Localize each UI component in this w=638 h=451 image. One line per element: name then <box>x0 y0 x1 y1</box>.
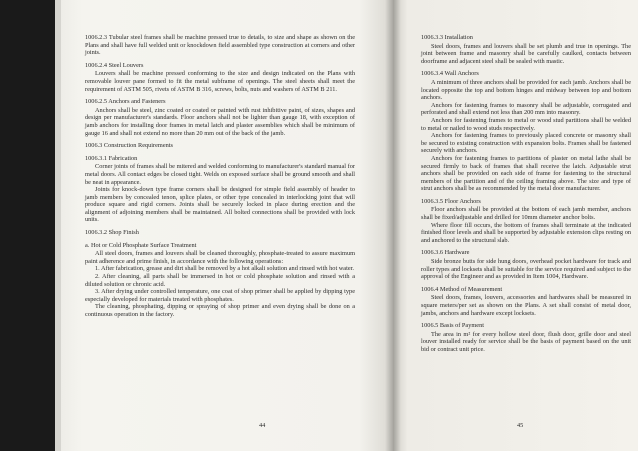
right-page <box>393 0 638 451</box>
paragraph: 3. After drying under controlled temperature, one coat of shop primer shall be applied by dipping type especially developed for materials treated with phosphates. <box>85 288 355 303</box>
section-heading: 1006.2.5 Anchors and Fasteners <box>85 98 166 106</box>
section-heading: 1006.3.5 Floor Anchors <box>421 197 481 205</box>
paragraph: 1. After fabrication, grease and dirt shall be removed by a hot alkali solution and rinsed with hot water. <box>95 265 354 273</box>
paragraph: All steel doors, frames and louvers shall be cleaned thoroughly, phosphate-treated to assure maximum paint adherence and prime finish, in accordance with the following operations: <box>85 250 355 265</box>
paragraph: Anchors for fastening frames to partitions of plaster on metal lathe shall be secured firmly to back of frames that shall receive the latch. Adjustable strut anchors shall be provided on each side of frame for fastening to the structural members of the partition and of the ceiling framing above. The size and type of strut anchors shall be as recommended by the metal door manufacturer. <box>421 154 631 193</box>
paragraph: Steel doors, frames, louvers, accessories and hardwares shall be measured in square meters/per set as shown on the Plans. A set shall consist of metal door, jambs, anchors and hardware except locksets. <box>421 294 631 317</box>
paragraph: Steel doors, frames and louvers shall be set plumb and true in openings. The joint between frame and masonry shall be carefully caulked, contacts between doorframe and adjacent steel shall be sealed with mastic. <box>421 42 631 65</box>
left-page-number: 44 <box>259 422 266 429</box>
section-heading: a. Hot or Cold Phosphate Surface Treatment <box>85 241 197 249</box>
paragraph: Anchors for fastening frames to previously placed concrete or masonry shall be secured to existing construction with expansion bolts. Frames shall be fastened securely with anchors. <box>421 132 631 155</box>
page-edge <box>55 0 61 451</box>
section-heading: 1006.3 Construction Requirements <box>85 142 173 150</box>
paragraph: 1006.2.3 Tubular steel frames shall be machine pressed true to details, to size and shape as shown on the Plans and shall have full welded unit or knockdown field assembled type construction at corners and other joints. <box>85 34 355 57</box>
paragraph: The cleaning, phosphating, dipping or spraying of shop primer and even drying shall be done on a continuous operation in the factory. <box>85 303 355 318</box>
right-page-text <box>421 34 631 354</box>
book-spread <box>55 0 638 451</box>
paragraph: Corner joints of frames shall be mitered and welded conforming to manufacturer's standard manual for metal doors. All contact edges be closed tight. Welds on exposed surface shall be ground smooth and shall be neat in appearance. <box>85 163 355 186</box>
paragraph: Floor anchors shall be provided at the bottom of each jamb member, anchors shall be fixed/adjustable and drilled for 10mm diameter anchor bolts. <box>421 206 631 222</box>
paragraph: A minimum of three anchors shall be provided for each jamb. Anchors shall be located opposite the top and bottom hinges and midway between top and bottom anchors. <box>421 78 631 102</box>
paragraph: Anchors for fastening frames to metal or wood stud partitions shall be welded to metal or nailed to wood studs respectively. <box>421 116 631 132</box>
section-heading: 1006.4 Method of Measurement <box>421 285 503 293</box>
paragraph: Anchors for fastening frames to masonry shall be adjustable, corrugated and perforated and shall extend not less than 200 mm into masonry. <box>421 101 631 117</box>
paragraph: Louvers shall be machine pressed conforming to the size and design indicated on the Plans with removable louver pane formed to fit the metal subframe of openings. The steel sheets shall meet the requirement of ASTM 505, rivets of ASTM B 316, screws, bolts, nuts and washers of ASTM B 211. <box>85 70 355 93</box>
paragraph: Anchors shall be steel, zinc coated or coated or painted with rust inhibitive paint, of sizes, shapes and design per manufacturer's standards. Floor anchors shall not be lighter than gauge 18, with exception of jamb anchors for installing door frames in metal latch and plaster assemblies which shall be minimum of gauge 16 and shall not extend no more than 20 mm out of the back of the jamb. <box>85 106 355 137</box>
paragraph: Joints for knock-down type frame corners shall be designed for simple field assembly of header to jamb members by concealed tenon, splice plates, or other type concealed in interlocking joint that will produce square and rigid corners. Joints shall be securely locked in place during erection and the alignment of adjoining members shall be maintained. All bolted connections shall be provided with lock units. <box>85 186 355 224</box>
paragraph: 2. After cleaning, all parts shall be immersed in hot or cold phosphate solution and rinsed with a diluted solution or chronic acid. <box>85 273 355 288</box>
section-heading: 1006.5 Basis of Payment <box>421 322 484 330</box>
section-heading: 1006.3.2 Shop Finish <box>85 229 139 237</box>
section-heading: 1006.3.6 Hardware <box>421 249 470 257</box>
left-page-text <box>85 34 355 319</box>
left-page <box>55 0 393 451</box>
section-heading: 1006.3.1 Fabrication <box>85 154 138 162</box>
section-heading: 1006.3.4 Wall Anchors <box>421 70 479 78</box>
section-heading: 1006.2.4 Steel Louvers <box>85 61 144 69</box>
paragraph: Where floor fill occurs, the bottom of frames shall terminate at the indicated finished floor levels and shall be supported by adjustable extension clips resting on and anchored to the structural slab. <box>421 221 631 244</box>
paragraph: Side bronze butts for side hung doors, overhead pocket hardware for track and roller types and locksets shall be suitable for the service required and subject to the approval of the Engineer and as provided in Item 1004, Hardware. <box>421 258 631 281</box>
section-heading: 1006.3.3 Installation <box>421 34 473 41</box>
right-page-number: 45 <box>517 422 524 429</box>
book-gutter <box>385 0 401 451</box>
paragraph: The area in m² for every hollow steel door, flush door, grille door and steel louver installed ready for service shall be the basis of payment based on the unit bid or contract unit price. <box>421 330 631 353</box>
